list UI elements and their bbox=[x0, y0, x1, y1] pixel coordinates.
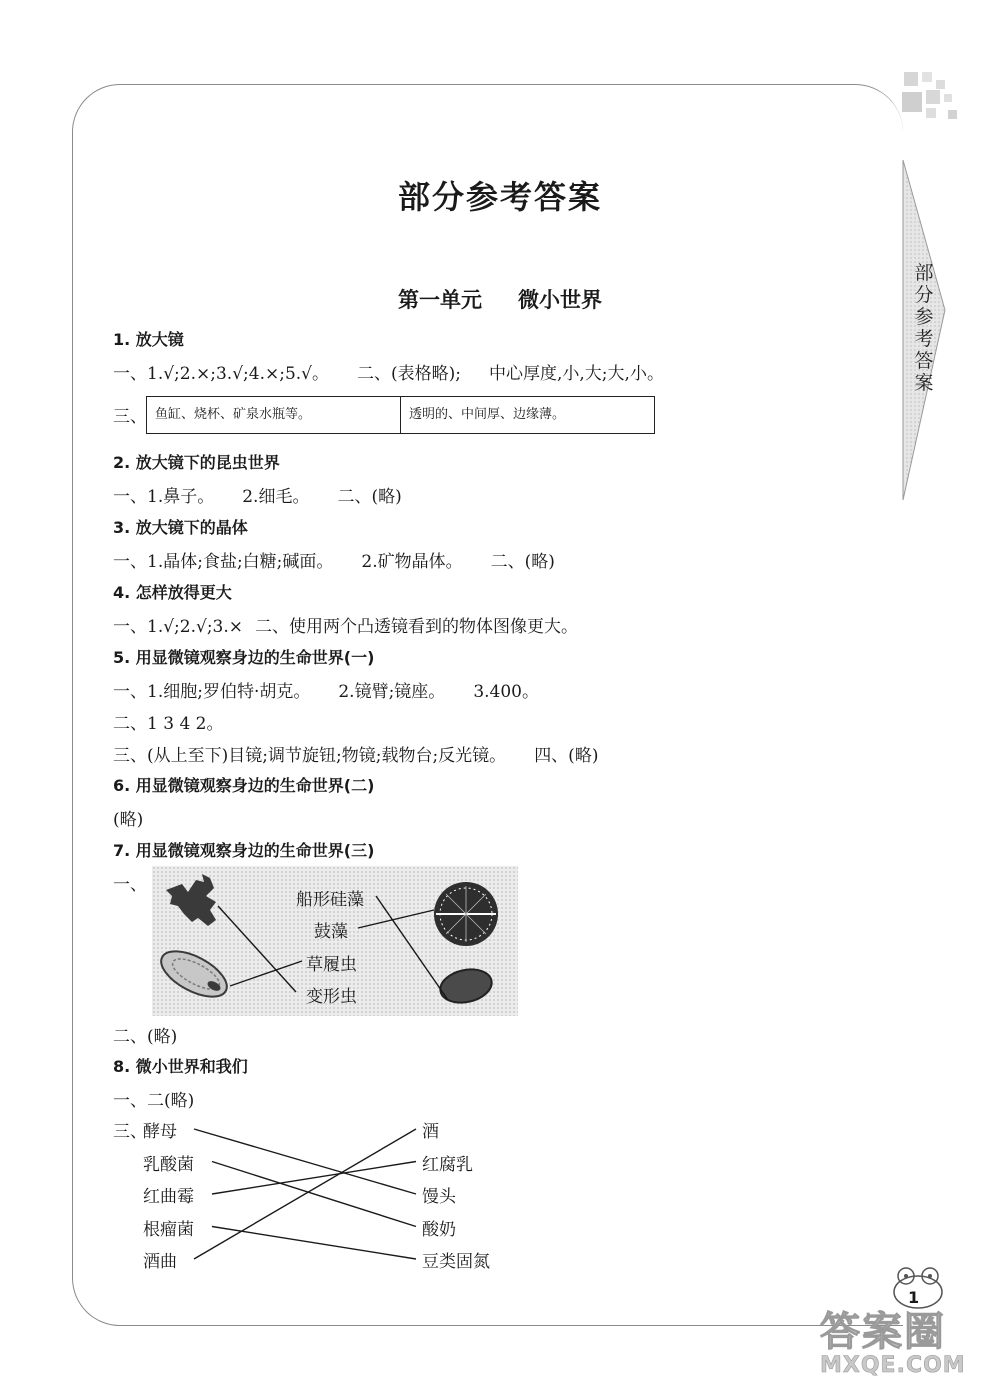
answer-text: 2.细毛。 bbox=[242, 487, 310, 507]
page-number: 1 bbox=[908, 1288, 920, 1307]
section-heading: 6. 用显微镜观察身边的生命世界(二) bbox=[113, 776, 375, 795]
match-line bbox=[212, 1162, 416, 1227]
match-right-item: 馒头 bbox=[422, 1187, 456, 1207]
answer-prefix: 三、 bbox=[113, 1122, 147, 1142]
organism-label: 草履虫 bbox=[306, 955, 357, 975]
answer-text: 2.镜臂;镜座。 bbox=[338, 682, 446, 702]
answer-text: 二、(表格略); bbox=[357, 364, 461, 384]
answer-text: 3.400。 bbox=[473, 682, 539, 702]
match-left-item: 红曲霉 bbox=[143, 1187, 194, 1207]
match-line bbox=[212, 1227, 416, 1260]
section-heading: 2. 放大镜下的昆虫世界 bbox=[113, 453, 280, 472]
answer-line: 二、1 3 4 2。 bbox=[113, 714, 224, 734]
unit-name: 微小世界 bbox=[518, 288, 602, 312]
organism-label: 船形硅藻 bbox=[296, 890, 364, 910]
answer-prefix: 一、 bbox=[113, 875, 147, 895]
match-right-item: 酸奶 bbox=[422, 1219, 456, 1240]
unit-label: 第一单元 bbox=[398, 288, 482, 312]
watermark-logo: 答案圈 bbox=[820, 1309, 946, 1355]
answer-text: 一、1.√;2.×;3.√;4.×;5.√。 bbox=[113, 364, 329, 384]
section-heading: 7. 用显微镜观察身边的生命世界(三) bbox=[113, 841, 375, 860]
match-left-item: 酒曲 bbox=[143, 1252, 177, 1272]
answer-text: 一、1.细胞;罗伯特·胡克。 bbox=[113, 682, 311, 702]
answer-text: 一、1.√;2.√;3.× bbox=[113, 617, 244, 637]
answer-line: 一、二(略) bbox=[113, 1091, 195, 1111]
organism-label: 变形虫 bbox=[306, 987, 357, 1007]
match-right-item: 豆类固氮 bbox=[422, 1252, 490, 1272]
answer-text: 二、(略) bbox=[490, 552, 555, 572]
answer-line: (略) bbox=[113, 810, 144, 830]
answer-text: 中心厚度,小,大;大,小。 bbox=[489, 364, 664, 384]
section-heading: 4. 怎样放得更大 bbox=[113, 583, 232, 602]
match-right-item: 酒 bbox=[422, 1122, 439, 1142]
section-heading: 3. 放大镜下的晶体 bbox=[113, 518, 248, 537]
answer-line: 二、(略) bbox=[113, 1027, 178, 1047]
answer-text: 2.矿物晶体。 bbox=[361, 552, 463, 572]
answer-text: 一、1.晶体;食盐;白糖;碱面。 bbox=[113, 552, 334, 572]
watermark bbox=[820, 1300, 990, 1378]
match-left-item: 乳酸菌 bbox=[143, 1154, 194, 1175]
answer-text: 二、(略) bbox=[337, 487, 402, 507]
table-cell: 透明的、中间厚、边缘薄。 bbox=[409, 407, 566, 422]
answer-prefix: 三、 bbox=[113, 407, 147, 427]
match-line bbox=[194, 1129, 416, 1194]
match-right-item: 红腐乳 bbox=[422, 1154, 473, 1175]
section-heading: 8. 微小世界和我们 bbox=[113, 1057, 248, 1076]
match-line bbox=[194, 1129, 416, 1259]
section-heading: 1. 放大镜 bbox=[113, 330, 184, 349]
answer-text: 三、(从上至下)目镜;调节旋钮;物镜;载物台;反光镜。 bbox=[113, 746, 507, 766]
page-title: 部分参考答案 bbox=[397, 178, 602, 216]
section-heading: 5. 用显微镜观察身边的生命世界(一) bbox=[113, 648, 375, 667]
watermark-url: MXQE.COM bbox=[820, 1353, 966, 1378]
side-tab-label: 部分参考答案 bbox=[914, 262, 934, 394]
organism-label: 鼓藻 bbox=[314, 922, 348, 942]
match-left-item: 酵母 bbox=[143, 1122, 177, 1142]
table-cell: 鱼缸、烧杯、矿泉水瓶等。 bbox=[147, 397, 401, 433]
answer-text: 四、(略) bbox=[534, 746, 599, 766]
answer-text: 二、使用两个凸透镜看到的物体图像更大。 bbox=[255, 617, 579, 637]
answer-text: 一、1.鼻子。 bbox=[113, 487, 215, 507]
match-left-item: 根瘤菌 bbox=[143, 1219, 194, 1240]
